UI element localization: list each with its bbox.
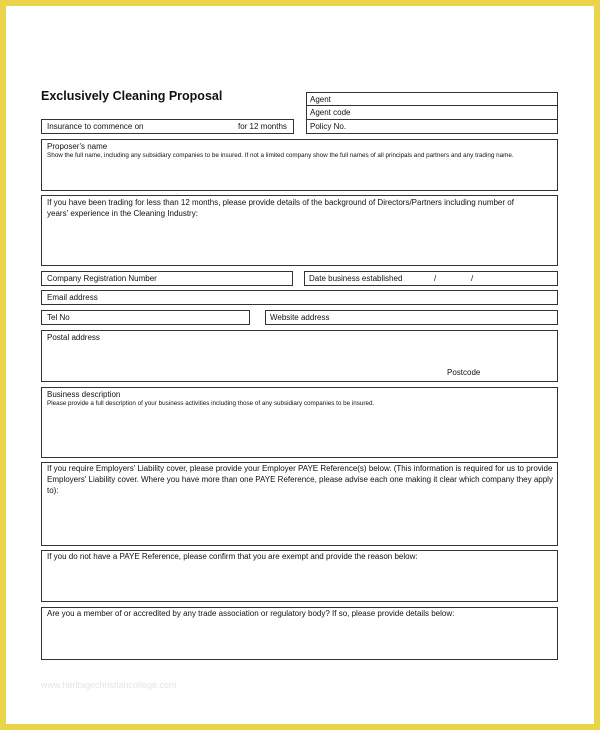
postal-address-label: Postal address (47, 333, 100, 342)
email-label: Email address (47, 293, 98, 302)
paye-exempt-label: If you do not have a PAYE Reference, please confirm that you are exempt and provide the reason below: (47, 552, 418, 561)
form-page (6, 6, 594, 724)
website-label: Website address (270, 313, 330, 322)
policy-no-field[interactable]: Policy No. (310, 122, 347, 131)
business-description-hint: Please provide a full description of your business activities including those of any subsidiary companies to be insured. (47, 400, 375, 407)
tel-label: Tel No (47, 313, 70, 322)
date-established-label: Date business established (309, 274, 403, 283)
watermark: www.heritagechristiancollege.com (41, 680, 177, 690)
trading-background-label: If you have been trading for less than 12 months, please provide details of the background of Directors/Partners including number of years' experience in the Cleaning Industry: (47, 198, 514, 218)
proposer-name-label: Proposer's name (47, 142, 108, 151)
date-separator: / (434, 274, 437, 283)
insurance-commence-label: Insurance to commence on (47, 122, 144, 131)
postcode-label: Postcode (447, 368, 481, 377)
tel-field[interactable] (41, 310, 250, 325)
agent-code-field[interactable]: Agent code (310, 108, 351, 117)
proposer-name-hint: Show the full name, including any subsidiary companies to be insured. If not a limited company show the full names of all principals and partners and any trading name. (47, 152, 514, 159)
employers-liability-label: If you require Employers' Liability cover, please provide your Employer PAYE Reference(s) below. (This information is required for us to provide Employers' Liability cover. Where you have more than one PAYE Reference, please advise each one making it clear which company they apply to): (47, 464, 553, 495)
company-registration-label: Company Registration Number (47, 274, 157, 283)
date-separator: / (471, 274, 474, 283)
business-description-label: Business description (47, 390, 121, 399)
proposer-name-field[interactable] (41, 139, 558, 191)
agent-field[interactable]: Agent (310, 95, 331, 104)
email-field[interactable] (41, 290, 558, 305)
trade-association-label: Are you a member of or accredited by any trade association or regulatory body? If so, please provide details below: (47, 609, 455, 618)
postal-address-field[interactable] (41, 330, 558, 382)
insurance-period-label: for 12 months (238, 122, 287, 131)
form-title: Exclusively Cleaning Proposal (41, 89, 223, 103)
